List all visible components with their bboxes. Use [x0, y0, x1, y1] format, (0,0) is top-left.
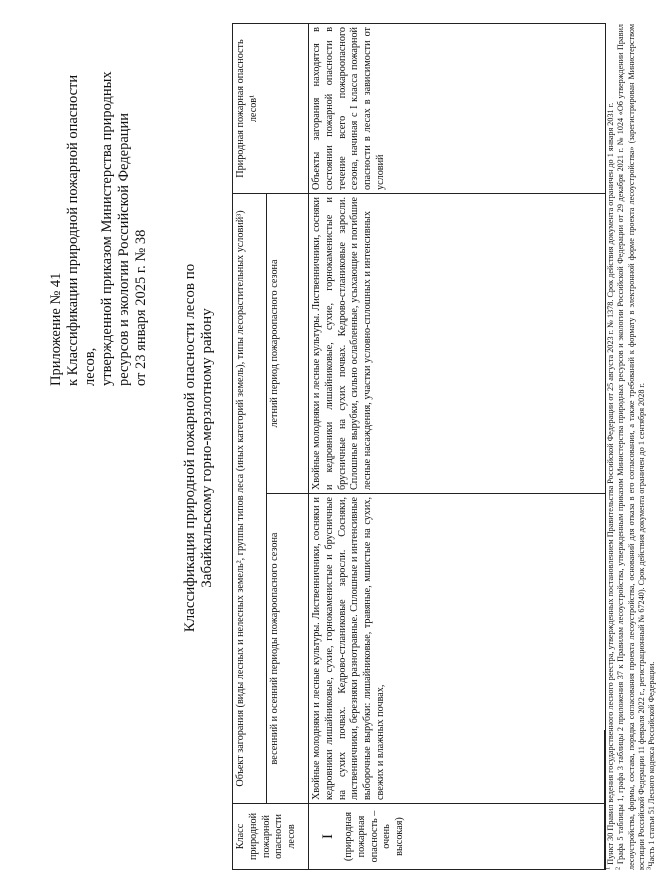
- table-header-row: [233, 24, 267, 870]
- spring-autumn-objects: Хвойные молодняки и лесные культуры. Лиственничники, сосняки и кедровники лишайниковые, сухие, горнокаменистые и брусничные на сухих почвах. Кедрово-стланиковые заросли. Сосняки, лиственничники, березняки разнотравные. Сплошные и интенсивные выборочные вырубки: лишайниковые, травяные, мшистые на сухих, свежих и влажных почвах,: [309, 494, 606, 804]
- footnote-mark: 1: [604, 866, 612, 870]
- header-summer: летний период пожароопасного сезона: [267, 194, 309, 494]
- class-number: I: [320, 834, 336, 839]
- appendix-header: [48, 56, 150, 386]
- footnote-text: Часть 1 статьи 51 Лесного кодекса Российской Федерации.: [647, 661, 657, 867]
- appendix-reference-line: ресурсов и экологии Российской Федерации: [116, 112, 132, 386]
- appendix-reference-line: к Классификации природной пожарной опасности лесов,: [65, 74, 98, 386]
- title-line: Забайкальскому горно-мерзлотному району: [199, 308, 215, 588]
- footnote-1: [606, 24, 616, 870]
- classification-table: [232, 23, 606, 870]
- header-class: Класс природной пожарной опасности лесов: [233, 804, 309, 870]
- class-cell: [309, 804, 606, 870]
- header-natural-hazard: Природная пожарная опасность лесов¹: [233, 24, 309, 194]
- footnote-divider: [604, 730, 605, 870]
- class-description: (природная пожарная опасность – очень высокая): [343, 810, 406, 863]
- natural-hazard-text: Объекты загорания находятся в состоянии пожарной опасности в течение всего пожароопасного сезона, начиная с I класса пожарной опасности в лесах в зависимости от условий: [309, 24, 606, 194]
- appendix-date-line: от 23 января 2025 г. № 38: [133, 229, 149, 386]
- footnote-mark: 3: [645, 866, 653, 870]
- appendix-number: Приложение № 41: [48, 272, 64, 386]
- footnote-mark: 2: [614, 866, 622, 870]
- footnotes: [606, 24, 657, 870]
- document-title: [182, 40, 216, 856]
- appendix-reference-line: утвержденной приказом Министерства природных: [99, 71, 115, 386]
- table-row: [309, 24, 606, 870]
- footnote-text: Пункт 30 Правил ведения государственного лесного реестра, утвержденных постановлением Правительства Российской Федерации от 25 августа 2023 г. № 1378. Срок действия документа ограничен до 1 января 2031 г.: [606, 102, 615, 865]
- title-line: Классификация природной пожарной опасности лесов по: [182, 263, 198, 633]
- footnote-text: Графа 5 таблицы 1, графа 3 таблицы 2 приложения 37 к Правилам лесоустройства, утвержденным приказом Министерства природных ресурсов и экологии Российской Федерации от 29 декабря 2021 г. № 1024 «Об утверждении Правил лесоустройства, формы, состава, порядка согласования проекта лесоустройства, оснований для отказа в его согласовании, а также требований к формату в электронной форме проекта лесоустройства» (зарегистрирован Министерством юстиции Российской Федерации 11 февраля 2022 г., регистрационный № 67240). Срок действия документа ограничен до 1 сентября 2028 г.: [616, 24, 646, 870]
- header-spring-autumn: весенний и осенний периоды пожароопасного сезона: [267, 494, 309, 804]
- header-object: Объект загорания (виды лесных и нелесных земель², группы типов леса (иных категорий земель), типы лесорастительных условий³): [233, 194, 267, 804]
- summer-objects: Хвойные молодняки и лесные культуры. Лиственничники, сосняки и кедровники лишайниковые, сухие, горнокаменистые и брусничные на сухих почвах. Кедрово-стланиковые заросли. Сплошные вырубки, сильно ослабленные, усыхающие и погибшие лесные насаждения, участки условно-сплошных и интенсивных: [309, 194, 606, 494]
- footnote-2: [616, 24, 647, 870]
- footnote-3: [647, 24, 657, 870]
